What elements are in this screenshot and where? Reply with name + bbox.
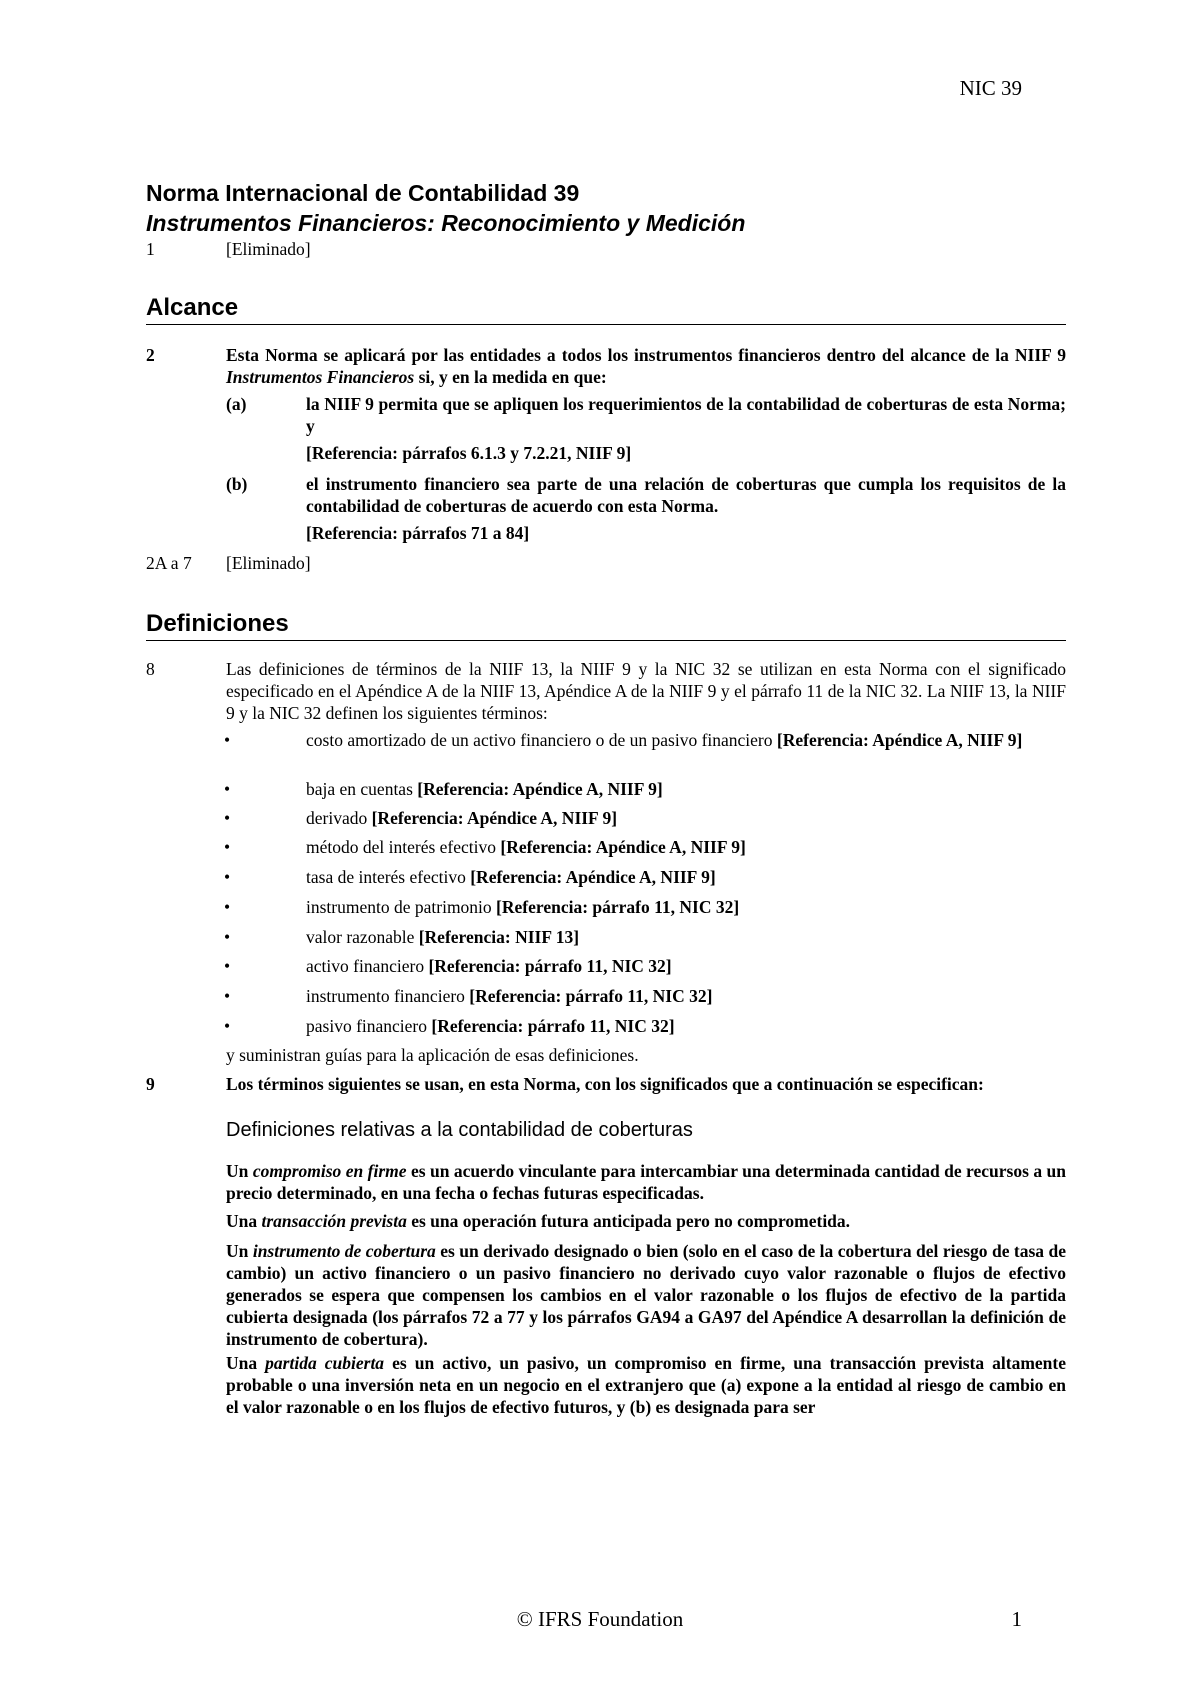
item-text: el instrumento financiero sea parte de una relación de coberturas que cumpla los requisitos de la contabilidad de coberturas de acuerdo con esta Norma. — [306, 474, 1066, 516]
term-text: valor razonable — [306, 927, 419, 947]
term-entry — [306, 926, 1066, 948]
term-entry — [306, 778, 1066, 800]
bullet-icon: • — [224, 867, 231, 887]
paragraph-2-item-a-reference — [146, 442, 1066, 464]
document-title: Norma Internacional de Contabilidad 39 — [146, 180, 580, 206]
document-subtitle: Instrumentos Financieros: Reconocimiento y Medición — [146, 210, 746, 236]
term-reference: [Referencia: Apéndice A, NIIF 9] — [470, 867, 716, 887]
defined-term: partida cubierta — [265, 1353, 385, 1373]
term-list-item — [146, 896, 1066, 918]
term-text: método del interés efectivo — [306, 837, 501, 857]
text-run: Una — [226, 1211, 262, 1231]
term-list-item — [146, 985, 1066, 1007]
paragraph-text — [226, 344, 1066, 388]
bullet-icon: • — [224, 808, 231, 828]
paragraph-text: Los términos siguientes se usan, en esta Norma, con los significados que a continuación se especifican: — [226, 1074, 984, 1094]
term-entry — [306, 807, 1066, 829]
section-heading-alcance: Alcance — [146, 294, 1066, 325]
footer-copyright: © IFRS Foundation — [516, 1607, 684, 1631]
bullet-icon: • — [224, 897, 231, 917]
definition-transaccion-prevista — [146, 1210, 1066, 1232]
paragraph-text: [Eliminado] — [226, 553, 311, 573]
standard-title-italic: Instrumentos Financieros — [226, 367, 415, 387]
paragraph-number: 8 — [146, 659, 155, 679]
bullet-icon: • — [224, 956, 231, 976]
footer-page-number: 1 — [1011, 1607, 1022, 1631]
term-entry — [306, 866, 1066, 888]
term-list-item — [146, 807, 1066, 829]
term-reference: [Referencia: párrafo 11, NIC 32] — [469, 986, 713, 1006]
paragraph-8 — [146, 658, 1066, 724]
term-list-item — [146, 866, 1066, 888]
paragraph-number: 2A a 7 — [146, 553, 192, 573]
text-run: Esta Norma se aplicará por las entidades a todos los instrumentos financieros dentro del alcance de la NIIF 9 — [226, 345, 1066, 365]
bullet-icon: • — [224, 927, 231, 947]
term-reference: [Referencia: párrafo 11, NIC 32] — [428, 956, 672, 976]
term-reference: [Referencia: Apéndice A, NIIF 9] — [776, 730, 1023, 750]
term-entry — [306, 729, 1066, 751]
paragraph-2-item-b-reference — [146, 522, 1066, 544]
term-list-item — [146, 729, 1066, 773]
term-entry — [306, 955, 1066, 977]
term-list-item — [146, 955, 1066, 977]
paragraph-2-item-a — [146, 393, 1066, 437]
text-run: es un derivado designado o bien (solo en el caso de la cobertura del riesgo de tasa de cambio) un activo financiero o un pasivo financiero no derivado cuyo valor razonable o flujos de efectivo generados se espera que compensen los cambios en el valor razonable o los flujos de efectivo de la partida cubierta designada (los párrafos 72 a 77 y los párrafos GA94 a GA97 del Apéndice A desarrollan la definición de instrumento de cobertura). — [226, 1241, 1066, 1349]
term-reference: [Referencia: Apéndice A, NIIF 9] — [371, 808, 618, 828]
definition-compromiso-en-firme — [146, 1160, 1066, 1204]
term-entry — [306, 836, 1066, 858]
term-reference: [Referencia: Apéndice A, NIIF 9] — [417, 779, 663, 799]
paragraph-number: 1 — [146, 239, 155, 259]
defined-term: transacción prevista — [261, 1211, 407, 1231]
term-reference: [Referencia: Apéndice A, NIIF 9] — [500, 837, 746, 857]
term-reference: [Referencia: párrafo 11, NIC 32] — [496, 897, 740, 917]
paragraph-text: [Eliminado] — [226, 239, 311, 259]
definition-text — [226, 1160, 1066, 1204]
text-run: Un — [226, 1241, 253, 1261]
paragraph-number: 9 — [146, 1074, 155, 1094]
text-run: si, y en la medida en que: — [414, 367, 607, 387]
paragraph-text: Las definiciones de términos de la NIIF 13, la NIIF 9 y la NIC 32 se utilizan en esta Norma con el significado especificado en el Apéndice A de la NIIF 13, Apéndice A de la NIIF 9 y el párrafo 11 de la NIC 32. La NIIF 13, la NIIF 9 y la NIC 32 definen los siguientes términos: — [226, 659, 1066, 723]
term-text: tasa de interés efectivo — [306, 867, 471, 887]
subsection-heading: Definiciones relativas a la contabilidad de coberturas — [226, 1119, 693, 1141]
term-text: instrumento de patrimonio — [306, 897, 497, 917]
paragraph-9 — [146, 1073, 1066, 1095]
text-run: es un activo, un pasivo, un compromiso en firme, una transacción prevista altamente probable o una inversión neta en un negocio en el extranjero que (a) expone a la entidad al riesgo de cambio en el valor razonable o en los flujos de efectivo futuros, y (b) es designada para ser — [226, 1353, 1066, 1417]
term-list-item — [146, 836, 1066, 858]
bullet-icon: • — [224, 779, 231, 799]
term-reference: [Referencia: párrafo 11, NIC 32] — [431, 1016, 675, 1036]
term-list-item — [146, 926, 1066, 948]
text-run: es una operación futura anticipada pero no comprometida. — [406, 1211, 851, 1231]
term-text: pasivo financiero — [306, 1016, 432, 1036]
paragraph-2 — [146, 344, 1066, 388]
standard-reference-header: NIC 39 — [959, 76, 1022, 100]
paragraph-2-item-b — [146, 473, 1066, 517]
term-entry — [306, 985, 1066, 1007]
term-text: derivado — [306, 808, 372, 828]
term-list-item — [146, 778, 1066, 800]
definition-text — [226, 1352, 1066, 1418]
definition-partida-cubierta — [146, 1352, 1066, 1418]
paragraph-8-closing — [146, 1044, 1066, 1066]
bullet-icon: • — [224, 837, 231, 857]
paragraph-2a-to-7 — [146, 552, 1066, 574]
reference-text: [Referencia: párrafos 6.1.3 y 7.2.21, NIIF 9] — [306, 443, 632, 463]
section-heading-definiciones: Definiciones — [146, 610, 1066, 641]
text-run: Un — [226, 1161, 253, 1181]
item-label: (b) — [226, 474, 248, 494]
term-reference: [Referencia: NIIF 13] — [418, 927, 580, 947]
definition-instrumento-de-cobertura — [146, 1240, 1066, 1350]
bullet-icon: • — [224, 730, 231, 750]
term-list-item — [146, 1015, 1066, 1037]
term-entry — [306, 896, 1066, 918]
paragraph-number: 2 — [146, 345, 155, 365]
definition-text — [226, 1240, 1066, 1350]
term-text: costo amortizado de un activo financiero o de un pasivo financiero — [306, 730, 777, 750]
bullet-icon: • — [224, 986, 231, 1006]
bullet-icon: • — [224, 1016, 231, 1036]
definition-text — [226, 1210, 1066, 1232]
text-run: Una — [226, 1353, 266, 1373]
defined-term: compromiso en firme — [252, 1161, 407, 1181]
reference-text: [Referencia: párrafos 71 a 84] — [306, 523, 530, 543]
term-text: instrumento financiero — [306, 986, 470, 1006]
item-label: (a) — [226, 394, 247, 414]
paragraph-text: y suministran guías para la aplicación de esas definiciones. — [226, 1045, 639, 1065]
defined-term: instrumento de cobertura — [252, 1241, 436, 1261]
text-run: es un acuerdo vinculante para intercambiar una determinada cantidad de recursos a un precio determinado, en una fecha o fechas futuras especificadas. — [226, 1161, 1066, 1203]
paragraph-1 — [146, 238, 1066, 260]
item-text: la NIIF 9 permita que se apliquen los requerimientos de la contabilidad de coberturas de esta Norma; y — [306, 394, 1066, 436]
document-title-block — [146, 178, 1066, 238]
term-text: baja en cuentas — [306, 779, 418, 799]
term-entry — [306, 1015, 1066, 1037]
term-text: activo financiero — [306, 956, 429, 976]
